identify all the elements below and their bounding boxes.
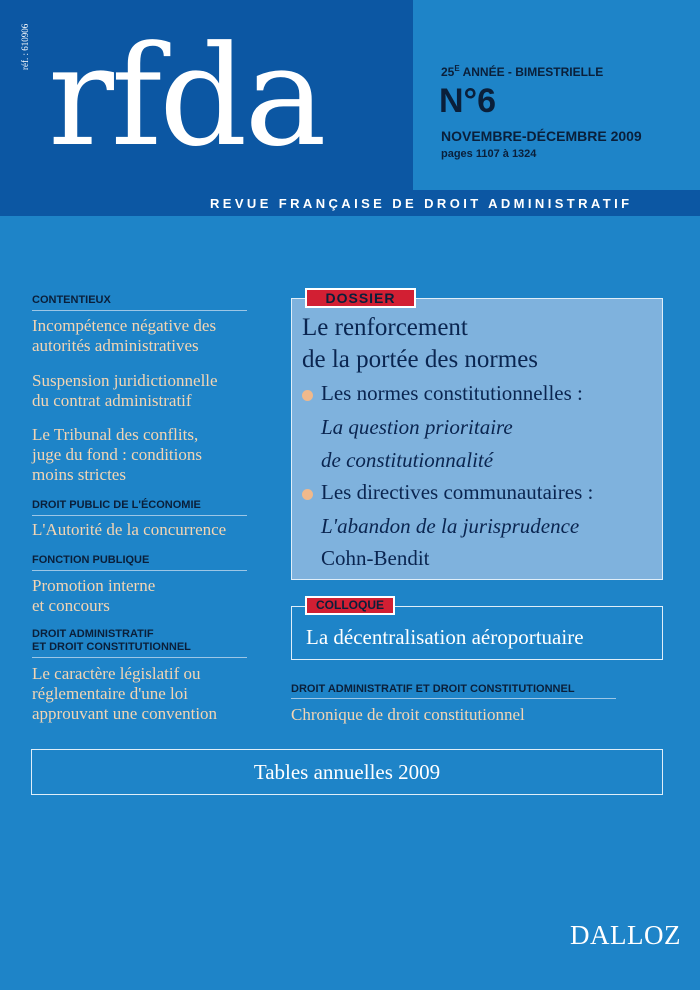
colloque-badge: COLLOQUE — [305, 596, 395, 615]
title-band — [0, 190, 198, 216]
article-line: du contrat administratif — [32, 391, 192, 410]
article-line: Promotion interne — [32, 576, 156, 595]
bullet-dot — [302, 489, 313, 500]
article-line: Le caractère législatif ou — [32, 664, 201, 683]
dossier-subpoint: La question prioritaire — [321, 415, 513, 439]
journal-full-title: REVUE FRANÇAISE DE DROIT ADMINISTRATIF — [210, 196, 633, 211]
dossier-subpoint: Cohn-Bendit — [321, 546, 430, 570]
article-line: autorités administratives — [32, 336, 199, 355]
article-link[interactable] — [32, 664, 262, 724]
article-link[interactable] — [32, 316, 262, 356]
section-heading-fonction-publique: FONCTION PUBLIQUE — [32, 554, 247, 571]
journal-title-bar — [198, 190, 700, 216]
tables-annuelles-panel[interactable] — [31, 749, 663, 795]
section-heading-contentieux: CONTENTIEUX — [32, 294, 247, 311]
journal-logo: rfda — [48, 16, 324, 177]
issue-info — [413, 0, 700, 190]
article-link[interactable] — [32, 520, 262, 540]
dossier-title — [302, 312, 657, 376]
heading-line: ET DROIT CONSTITUTIONNEL — [32, 641, 191, 653]
dossier-badge: DOSSIER — [305, 288, 416, 308]
article-line: juge du fond : conditions — [32, 445, 202, 464]
publisher-logo: DALLOZ — [570, 920, 681, 950]
dossier-subpoint: L'abandon de la jurisprudence — [321, 514, 580, 538]
masthead — [0, 0, 413, 190]
article-link[interactable]: Chronique de droit constitutionnel — [291, 705, 525, 724]
issue-date: NOVEMBRE-DÉCEMBRE 2009 — [441, 128, 642, 144]
article-line: Incompétence négative des — [32, 316, 217, 335]
issue-number: N°6 — [439, 82, 497, 120]
section-heading-economie: DROIT PUBLIC DE L'ÉCONOMIE — [32, 499, 247, 516]
article-line: Le Tribunal des conflits, — [32, 425, 199, 444]
section-heading-constitutionnel — [32, 628, 247, 658]
article-line: Suspension juridictionnelle — [32, 371, 218, 390]
heading-line: DROIT ADMINISTRATIF — [32, 628, 154, 640]
article-link[interactable] — [32, 425, 262, 485]
article-link[interactable] — [32, 576, 262, 616]
title-line: de la portée des normes — [302, 346, 539, 373]
article-line: et concours — [32, 596, 110, 615]
issue-year: $25^E$ ANNÉE - BIMESTRIELLE — [441, 64, 604, 79]
bullet-dot — [302, 390, 313, 401]
reference-code: réf. : 610906 — [20, 23, 30, 70]
article-link[interactable] — [32, 371, 262, 411]
title-line: Le renforcement — [302, 314, 468, 341]
article-line: moins strictes — [32, 465, 126, 484]
section-heading-chronique: DROIT ADMINISTRATIF ET DROIT CONSTITUTIONNEL — [291, 683, 616, 699]
dossier-point: Les normes constitutionnelles : — [321, 381, 583, 405]
dossier-point: Les directives communautaires : — [321, 480, 594, 504]
tables-annuelles-title: Tables annuelles 2009 — [253, 760, 441, 784]
article-line: L'Autorité de la concurrence — [32, 520, 227, 539]
issue-pages: pages 1107 à 1324 — [441, 148, 537, 160]
article-line: réglementaire d'une loi — [32, 684, 188, 703]
colloque-title: La décentralisation aéroportuaire — [306, 625, 584, 649]
article-line: approuvant une convention — [32, 704, 218, 723]
dossier-subpoint: de constitutionnalité — [321, 448, 494, 472]
